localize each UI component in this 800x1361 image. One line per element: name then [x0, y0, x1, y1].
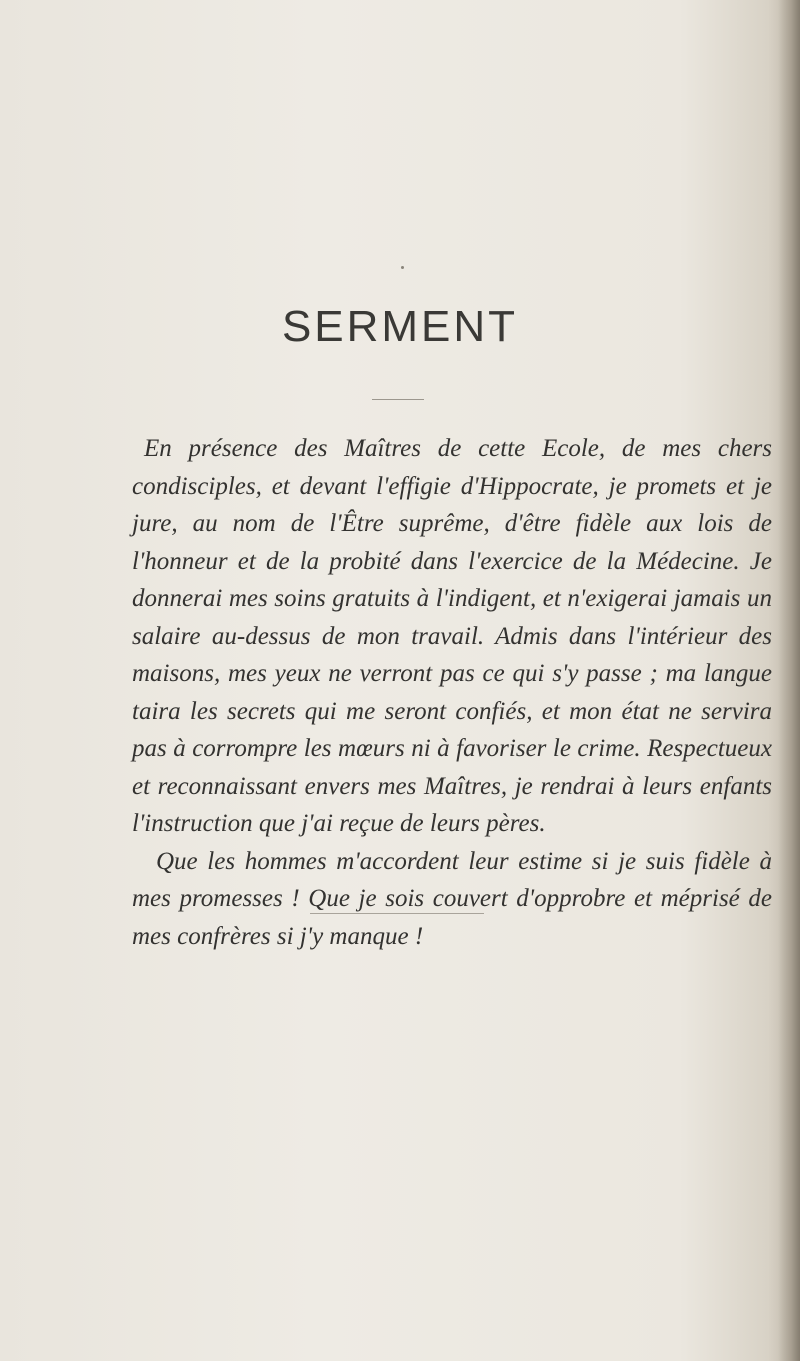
- oath-paragraph-2: Que les hommes m'accordent leur estime si je suis fidèle à mes promesses ! Que je sois couvert d'opprobre et méprisé de mes confrères si j'y manque !: [132, 847, 772, 950]
- closing-divider: [310, 913, 484, 914]
- page-edge-shadow: [778, 0, 800, 1361]
- page-title: SERMENT: [281, 302, 519, 351]
- oath-paragraph-1: En présence des Maîtres de cette Ecole, de mes chers condisciples, et devant l'effigie d'Hippocrate, je promets et je jure, au nom de l'Être suprême, d'être fidèle aux lois de l'honneur et de la probité dans l'exercice de la Médecine. Je donnerai mes soins gratuits à l'indigent, et n'exigerai jamais un salaire au-dessus de mon travail. Admis dans l'intérieur des maisons, mes yeux ne verront pas ce qui s'y passe ; ma langue taira les secrets qui me seront confiés, et mon état ne servira pas à corrompre les mœurs ni à favoriser le crime. Respectueux et reconnaissant envers mes Maîtres, je rendrai à leurs enfants l'instruction que j'ai reçue de leurs pères.: [132, 435, 772, 837]
- title-divider: [372, 399, 424, 400]
- paper-speck: [401, 266, 404, 269]
- oath-text: [132, 430, 772, 955]
